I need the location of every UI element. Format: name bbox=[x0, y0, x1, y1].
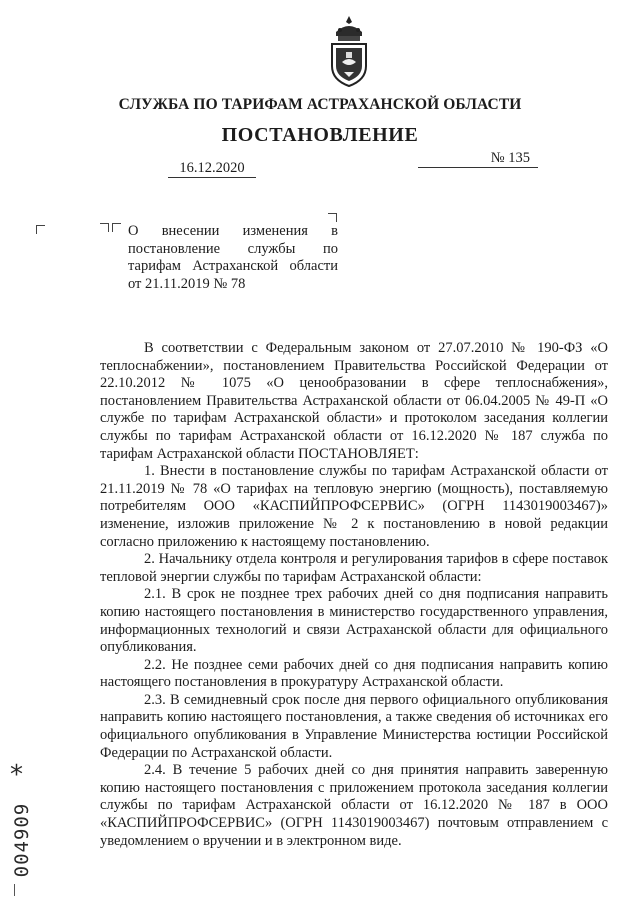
document-type-title: ПОСТАНОВЛЕНИЕ bbox=[221, 124, 419, 146]
margin-star-mark: * bbox=[10, 760, 23, 790]
document-body bbox=[100, 340, 608, 850]
item-paragraph: 2.2. Не позднее семи рабочих дней со дня подписания направить копию настоящего постановления в прокуратуру Астраханской области. bbox=[100, 656, 608, 691]
corner-mark-subject-left-b bbox=[112, 223, 121, 232]
margin-tick bbox=[14, 884, 15, 896]
corner-mark-left bbox=[36, 225, 45, 234]
corner-mark-subject-left-a bbox=[100, 223, 109, 232]
item-paragraph: 2.4. В течение 5 рабочих дней со дня принятия направить заверенную копию настоящего постановления с приложением протокола заседания коллегии службы по тарифам Астраханской области от 16.12.2020 № 187 в ООО «КАСПИЙПРОФСЕРВИС» (ОГРН 1143019003467) почтовым отправлением с уведомлением о вручении и в электронном виде. bbox=[100, 762, 608, 849]
subject-line: О внесении изменения в bbox=[128, 223, 338, 239]
item-paragraph: 2. Начальнику отдела контроля и регулирования тарифов в сфере поставок тепловой энергии службы по тарифам Астраханской области: bbox=[100, 551, 608, 585]
item-paragraph: 1. Внести в постановление службы по тарифам Астраханской области от 21.11.2019 № 78 «О тарифах на тепловую энергию (мощность), поставляемую потребителям ООО «КАСПИЙПРОФСЕРВИС» (ОГРН 1143019003467)» изменение, изложив приложение № 2 к постановлению в новой редакции согласно приложению к настоящему постановлению. bbox=[100, 463, 608, 550]
subject-line: от 21.11.2019 № 78 bbox=[128, 275, 246, 292]
organization-name: СЛУЖБА ПО ТАРИФАМ АСТРАХАНСКОЙ ОБЛАСТИ bbox=[118, 96, 522, 113]
coat-of-arms-emblem bbox=[326, 14, 372, 88]
document-number: № 135 bbox=[418, 150, 538, 168]
preamble-paragraph: В соответствии с Федеральным законом от 27.07.2010 № 190-ФЗ «О теплоснабжении», постановлением Правительства Российской Федерации от 22.10.2012 № 1075 «О ценообразовании в сфере теплоснабжения», постановлением Правительства Астраханской области от 06.04.2005 № 49-П «О службе по тарифам Астраханской области» и протоколом заседания коллегии службы по тарифам Астраханской области от 16.12.2020 № 187 служба по тарифам Астраханской области ПОСТАНОВЛЯЕТ: bbox=[100, 340, 608, 462]
item-paragraph: 2.3. В семидневный срок после дня первого официального опубликования направить копию настоящего постановления, а также сведения об источниках его официального опубликования в Управление Министерства юстиции Российской Федерации по Астраханской области. bbox=[100, 691, 608, 761]
item-paragraph: 2.1. В срок не позднее трех рабочих дней со дня подписания направить копию настоящего постановления в министерство государственного управления, информационных технологий и связи Астраханской области для официального опубликования. bbox=[100, 586, 608, 656]
document-date: 16.12.2020 bbox=[168, 160, 256, 178]
corner-mark-subject-right bbox=[328, 213, 337, 222]
margin-registration-number bbox=[10, 790, 34, 890]
margin-number-text: 004909 bbox=[11, 802, 33, 878]
subject-line: постановление службы по bbox=[128, 240, 338, 257]
document-subject bbox=[128, 223, 338, 293]
subject-line: тарифам Астраханской области bbox=[128, 258, 338, 274]
